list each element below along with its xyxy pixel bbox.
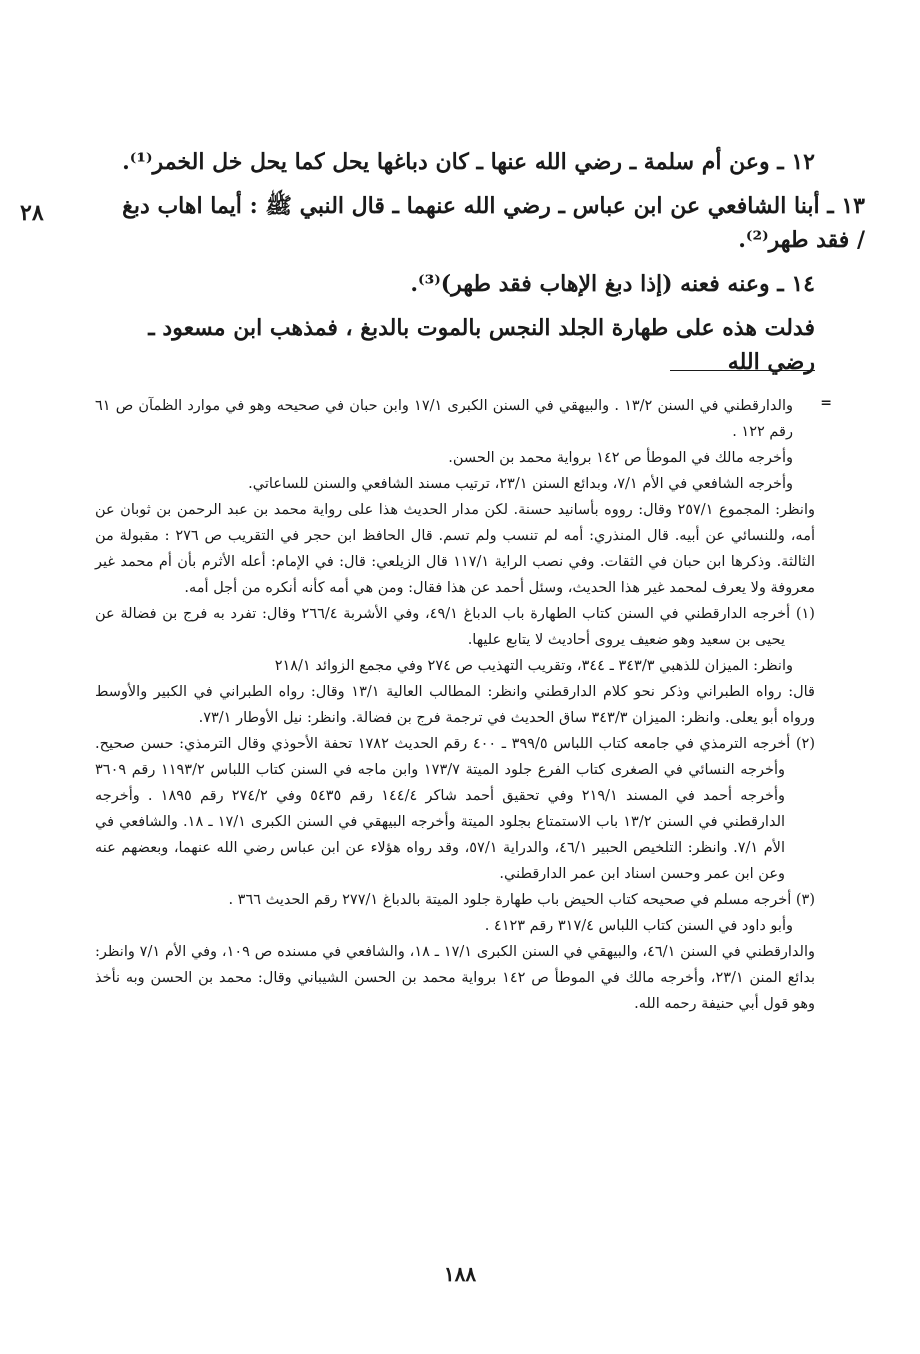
hadith-14: ١٤ ـ وعنه فعنه (إذا دبغ الإهاب فقد طهر)⁽³⁾. xyxy=(410,271,815,297)
footnote-3: (٣) أخرجه مسلم في صحيحه كتاب الحيض باب طهارة جلود الميتة بالدباغ ٢٧٧/١ رقم الحديث ٣٦٦ . xyxy=(228,892,815,908)
footnotes xyxy=(95,393,815,1017)
footnote-2: (٢) أخرجه الترمذي في جامعه كتاب اللباس ٣٩٩/٥ ـ ٤٠٠ رقم الحديث ١٧٨٢ تحفة الأحوذي وقال الترمذي: حسن صحيح. وأخرجه النسائي في الصغرى كتاب الفرع جلود الميتة ١٧٣/٧ وابن ماجه في السنن كتاب اللباس ١١٩٣/٢ رقم ٣٦٠٩ وأخرجه أحمد في المسند ٢١٩/١ وفي تحقيق أحمد شاكر ١٤٤/٤ رقم ٥٤٣٥ وفي ٢٧٤/٢ رقم ١٨٩٥ . وأخرجه الدارقطني في السنن ١٣/٢ باب الاستمتاع بجلود الميتة وأخرجه البيهقي في السنن الكبرى ١٧/١ ـ ١٨. والشافعي في الأم ٧/١. وانظر: التلخيص الحبير ٤٦/١، والدراية ٥٧/١، وقد رواه هؤلاء عن ابن عباس رضي الله عنهما، وبعضهم عنه وعن ابن عمر وحسن اسناد ابن عمر الدارقطني. xyxy=(95,736,815,882)
main-text xyxy=(115,145,865,389)
footnote-line: والدارقطني في السنن ٤٦/١، والبيهقي في السنن الكبرى ١٧/١ ـ ١٨، والشافعي في مسنده ص ١٠٩، وفي الأم ٧/١ وانظر: بدائع المنن ٢٣/١، وأخرجه مالك في الموطأ ص ١٤٢ برواية محمد بن الحسن الشيباني وقال: محمد بن الحسن وبه نأخذ وهو قول أبي حنيفة رحمه الله. xyxy=(95,944,816,1012)
footnote-line: وأبو داود في السنن كتاب اللباس ٣١٧/٤ رقم ٤١٢٣ . xyxy=(484,918,793,934)
footnote-line: وانظر: المجموع ٢٥٧/١ وقال: رووه بأسانيد حسنة. لكن مدار الحديث هذا على رواية محمد بن عبد الرحمن بن ثوبان عن أمه، وللنسائي عن أبيه. قال المنذري: أمه لم تنسب ولم تسم. قال الحافظ ابن حجر في التقريب ص ٢٧٦ : مقبولة من الثالثة. وذكرها ابن حبان في الثقات. وفي نصب الراية ١١٧/١ قال الزيلعي: قال: في الإمام: أعله الأثرم بأن أم محمد غير معروفة ولا يعرف لمحمد غير هذا الحديث، وسئل أحمد عن هذا فقال: ومن هي أمه كأنه أنكره من أجل أمه. xyxy=(95,502,815,596)
continuation-mark: = xyxy=(820,395,832,411)
footnote-separator xyxy=(670,370,815,371)
footnote-1: (١) أخرجه الدارقطني في السنن كتاب الطهارة باب الدباغ ٤٩/١، وفي الأشربة ٢٦٦/٤ وقال: تفرد به فرج بن فضالة عن يحيى بن سعيد وهو ضعيف يروى أحاديث لا يتابع عليها. xyxy=(95,606,815,648)
footnote-line: وأخرجه مالك في الموطأ ص ١٤٢ برواية محمد بن الحسن. xyxy=(448,450,793,466)
page-number: ١٨٨ xyxy=(443,1262,477,1286)
commentary-paragraph: فدلت هذه على طهارة الجلد النجس بالموت بالدبغ ، فمذهب ابن مسعود ـ رضي الله xyxy=(148,315,815,375)
margin-page-reference: ٢٨ xyxy=(20,200,44,226)
hadith-12: ١٢ ـ وعن أم سلمة ـ رضي الله عنها ـ كان دباغها يحل كما يحل خل الخمر⁽¹⁾. xyxy=(122,149,815,175)
footnote-line: وانظر: الميزان للذهبي ٣٤٣/٣ ـ ٣٤٤، وتقريب التهذيب ص ٢٧٤ وفي مجمع الزوائد ٢١٨/١ xyxy=(274,658,793,674)
hadith-13: ١٣ ـ أبنا الشافعي عن ابن عباس ـ رضي الله عنهما ـ قال النبي ﷺ : أيما اهاب دبغ / فقد طهر⁽²⁾. xyxy=(122,193,865,253)
footnote-line: قال: رواه الطبراني وذكر نحو كلام الدارقطني وانظر: المطالب العالية ١٣/١ وقال: رواه الطبراني في الكبير والأوسط ورواه أبو يعلى. وانظر: الميزان ٣٤٣/٣ ساق الحديث في ترجمة فرج بن فضالة. وانظر: نيل الأوطار ٧٣/١. xyxy=(95,684,815,726)
footnote-line: والدارقطني في السنن ١٣/٢ . والبيهقي في السنن الكبرى ١٧/١ وابن حبان في صحيحه وهو في موارد الظمآن ص ٦١ رقم ١٢٢ . xyxy=(95,398,793,440)
footnote-line: وأخرجه الشافعي في الأم ٧/١، وبدائع السنن ٢٣/١، ترتيب مسند الشافعي والسنن للساعاتي. xyxy=(248,476,793,492)
